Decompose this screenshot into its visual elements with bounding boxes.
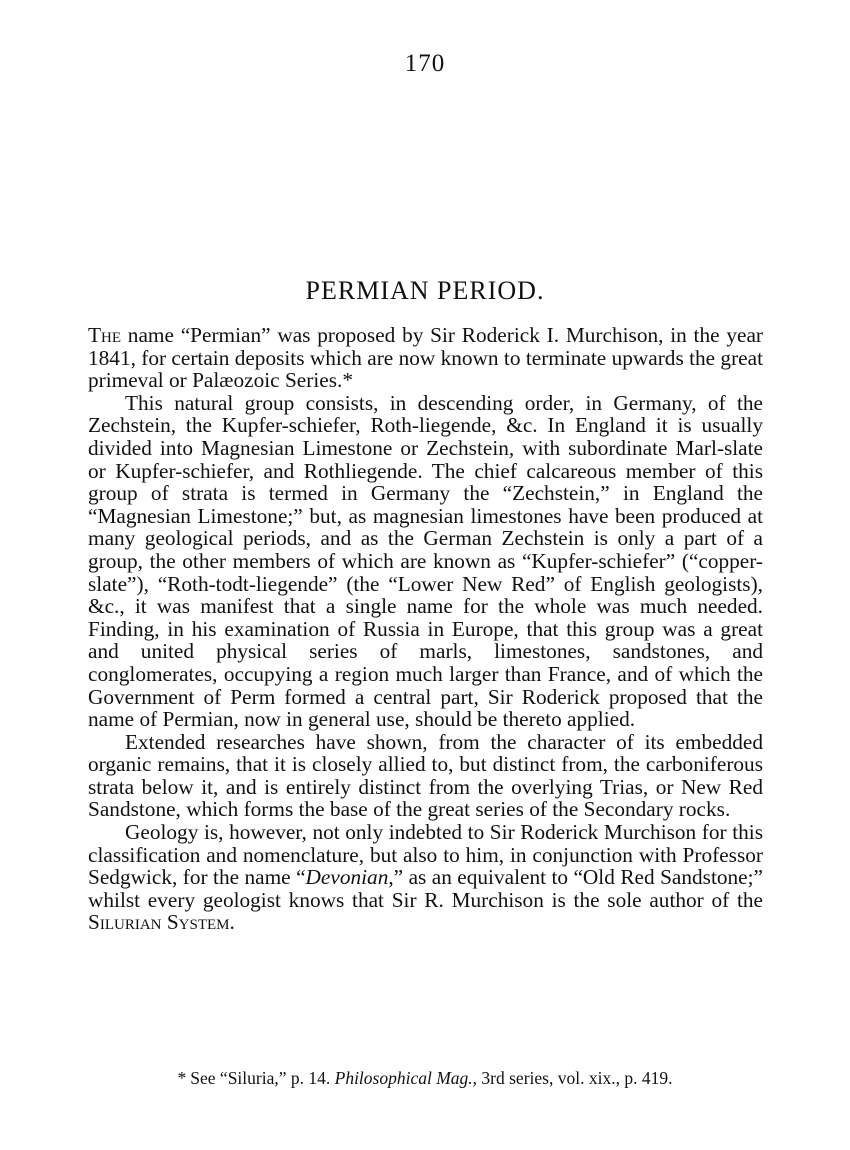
- devonian-term: Devonian: [305, 865, 389, 890]
- paragraph-4-text-a: Geology is, however, not only indebted to Sir Roderick Murchison for this classification and nomenclature, but also to him, in conjunction with Professor Sedgwick, for the name “: [88, 820, 763, 890]
- paragraph-4-text-b: ,” as an equivalent to “Old Red Sandstone;” whilst every geologist knows that Sir R. Murchison is the sole author of the: [88, 865, 763, 912]
- paragraph-4: [88, 821, 763, 934]
- body-text: [88, 324, 763, 934]
- footnote-journal: Philosophical Mag.: [334, 1068, 473, 1088]
- footnote-text-b: , 3rd series, vol. xix., p. 419.: [472, 1068, 673, 1088]
- paragraph-2: This natural group consists, in descending order, in Germany, of the Zechstein, the Kupfer-schiefer, Roth-liegende, &c. In England it is usually divided into Magnesian Limestone or Zechstein, with subordinate Marl-slate or Kupfer-schiefer, and Rothliegende. The chief calcareous member of this group of strata is termed in Germany the “Zechstein,” in England the “Magnesian Limestone;” but, as magnesian limestones have been produced at many geological periods, and as the German Zechstein is only a part of a group, the other members of which are known as “Kupfer-schiefer” (“copper-slate”), “Roth-todt-liegende” (the “Lower New Red” of English geologists), &c., it was manifest that a single name for the whole was much needed. Finding, in his examination of Russia in Europe, that this group was a great and united physical series of marls, limestones, sandstones, and conglomerates, occupying a region much larger than France, and of which the Government of Perm formed a central part, Sir Roderick proposed that the name of Permian, now in general use, should be thereto applied.: [88, 390, 763, 732]
- footnote-text-a: See “Siluria,” p. 14.: [190, 1068, 335, 1088]
- paragraph-1: [88, 324, 763, 392]
- chapter-title: PERMIAN PERIOD.: [305, 276, 545, 305]
- footnote-mark: *: [177, 1068, 187, 1088]
- silurian-system-term: Silurian System: [88, 910, 230, 935]
- page-number: 170: [404, 50, 446, 77]
- paragraph-1-text: name “Permian” was proposed by Sir Roderick I. Murchison, in the year 1841, for certain deposits which are now known to terminate upwards the great primeval or Palæozoic Series.*: [88, 323, 763, 393]
- paragraph-3: Extended researches have shown, from the character of its embedded organic remains, that it is closely allied to, but distinct from, the carboniferous strata below it, and is entirely distinct from the overlying Trias, or New Red Sandstone, which forms the base of the great series of the Secondary rocks.: [88, 729, 763, 822]
- paragraph-lead-word: The: [88, 323, 122, 347]
- paragraph-4-text-c: .: [229, 910, 235, 935]
- footnote: [0, 1068, 850, 1089]
